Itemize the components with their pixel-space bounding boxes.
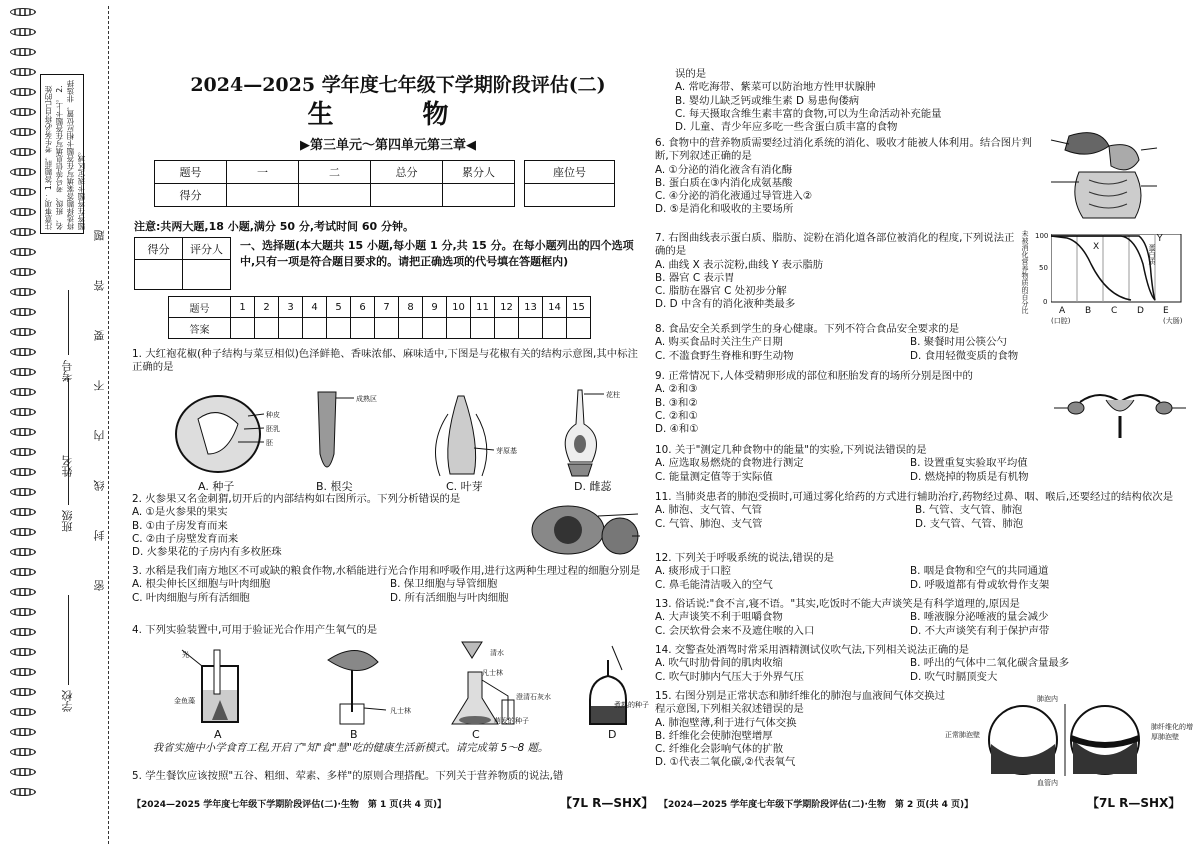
option: B. 纤维化会使肺泡壁增厚 <box>655 729 773 742</box>
figure-label: 萌发的种子 <box>494 717 529 725</box>
answer-number-13: 13 <box>519 297 543 318</box>
binding-hole <box>10 708 36 716</box>
binding-hole <box>10 628 36 636</box>
x-sub-label: (口腔) <box>1051 317 1071 325</box>
q6-digestive-figure <box>1039 126 1169 230</box>
question-stem: 15. 右图分别是正常状态和肺纤维化的肺泡与血液间气体交换过程示意图,下列相关叙述错误的是 <box>655 690 945 716</box>
figure-caption: A <box>214 728 222 741</box>
figure-label: 凡士林 <box>482 669 503 677</box>
figure-caption: B <box>350 728 358 741</box>
figure-label: 胚 <box>266 439 273 447</box>
question-10 <box>655 444 1165 484</box>
option: B. 设置重复实验取平均值 <box>910 457 1028 470</box>
chart-y-label: 未被消化营养物质的百分比 <box>1021 230 1029 314</box>
option: C. 不滥食野生脊椎和野生动物 <box>655 349 794 362</box>
option: A. 肺泡壁薄,利于进行气体交换 <box>655 716 797 729</box>
series-label: X <box>1093 242 1100 252</box>
option: C. 吹气时肺内气压大于外界气压 <box>655 670 804 683</box>
school-field-label: 学校 <box>61 690 74 712</box>
binding-hole <box>10 368 36 376</box>
footer-page-1: 【2024—2025 学年度七年级下学期阶段评估(二)·生物 第 1 页(共 4 页)】 <box>132 800 447 810</box>
question-2 <box>132 493 532 559</box>
binding-hole <box>10 788 36 796</box>
binding-hole <box>10 568 36 576</box>
question-stem: 8. 食品安全关系到学生的身心健康。下列不符合食品安全要求的是 <box>655 323 960 335</box>
option: B. ③和② <box>655 396 698 409</box>
answer-cell-8[interactable] <box>399 318 423 339</box>
question-5: 5. 学生餐饮应该按照"五谷、粗细、荤素、多样"的原则合理搭配。下列关于营养物质的说法,错 <box>132 770 564 782</box>
seal-word: 线 <box>93 480 106 491</box>
q7-digestion-chart <box>1017 230 1192 330</box>
binding-hole <box>10 128 36 136</box>
question-stem: 12. 下列关于呼吸系统的说法,错误的是 <box>655 552 834 564</box>
answer-number-14: 14 <box>543 297 567 318</box>
binding-hole <box>10 588 36 596</box>
answer-cell-6[interactable] <box>351 318 375 339</box>
answer-number-15: 15 <box>567 297 591 318</box>
answer-row-label: 答案 <box>169 318 231 339</box>
question-9 <box>655 370 1055 436</box>
binding-hole <box>10 548 36 556</box>
binding-hole <box>10 288 36 296</box>
x-tick: C <box>1111 306 1118 316</box>
figure-label: 金鱼藻 <box>174 697 195 705</box>
binding-strip <box>0 0 120 849</box>
question-6 <box>655 137 1045 217</box>
x-sub-label: (大肠) <box>1163 317 1183 325</box>
seal-word: 密 <box>93 580 106 591</box>
x-tick: B <box>1085 306 1092 316</box>
x-tick: D <box>1137 306 1144 316</box>
seal-word: 封 <box>93 530 106 541</box>
question-stem: 3. 水稻是我们南方地区不可或缺的粮食作物,水稻能进行光合作用和呼吸作用,进行这两种生理过程的细胞分别是 <box>132 565 641 577</box>
answer-cell-10[interactable] <box>447 318 471 339</box>
option: D. 食用轻微变质的食物 <box>910 349 1019 362</box>
option: A. 曲线 X 表示淀粉,曲线 Y 表示脂肪 <box>655 258 824 271</box>
score-cell[interactable] <box>443 184 515 207</box>
binding-hole <box>10 8 36 16</box>
figure-label: 清水 <box>490 649 504 657</box>
answer-number-6: 6 <box>351 297 375 318</box>
binding-hole <box>10 468 36 476</box>
option: B. 婴幼儿缺乏钙或维生素 D 易患佝偻病 <box>675 94 860 107</box>
binding-hole <box>10 148 36 156</box>
binding-hole <box>10 768 36 776</box>
option: B. 唾液腺分泌唾液的量会减少 <box>910 611 1049 624</box>
question-15 <box>655 690 955 770</box>
paper-code: 【7L R—SHX】 <box>560 796 654 810</box>
q2-fruit-figure <box>528 500 648 560</box>
score-cell[interactable] <box>299 184 371 207</box>
question-12 <box>655 552 1165 592</box>
page-1 <box>128 0 653 849</box>
option: C. ②和① <box>655 409 698 422</box>
seal-words <box>92 220 108 820</box>
figure-label: 花柱 <box>606 391 620 399</box>
option: B. ①由子房发育而来 <box>132 519 228 532</box>
option: C. ②由子房壁发育而来 <box>132 532 239 545</box>
answer-cell-12[interactable] <box>495 318 519 339</box>
subject-title: 生 物 <box>307 100 489 130</box>
answer-number-2: 2 <box>255 297 279 318</box>
option: C. 能量测定值等于实际值 <box>655 470 773 483</box>
page-2 <box>655 0 1195 849</box>
question-14 <box>655 644 1165 684</box>
binding-hole <box>10 228 36 236</box>
x-tick: A <box>1059 306 1066 316</box>
figure-label: 澄清石灰水 <box>516 693 551 701</box>
answer-cell-4[interactable] <box>303 318 327 339</box>
figure-label: 胚乳 <box>266 425 280 433</box>
binding-hole <box>10 208 36 216</box>
score-table <box>154 160 515 207</box>
name-field-label: 姓名 <box>61 455 74 477</box>
question-3 <box>132 565 648 605</box>
option: D. D 中含有的消化液种类最多 <box>655 298 796 311</box>
binding-hole <box>10 28 36 36</box>
x-tick: E <box>1163 306 1169 316</box>
option: B. 气管、支气管、肺泡 <box>915 504 1023 517</box>
question-11 <box>655 491 1175 531</box>
grader-score-label: 得分 <box>135 238 183 260</box>
chart-plot <box>1051 234 1185 304</box>
seal-dashed-line <box>108 6 109 844</box>
curve-x <box>1051 236 1131 300</box>
score-header: 一 <box>227 161 299 184</box>
seat-label: 座位号 <box>525 161 615 184</box>
figure-label: 煮熟的种子 <box>614 701 649 709</box>
answer-cell-9[interactable] <box>423 318 447 339</box>
score-header: 总分 <box>371 161 443 184</box>
seal-word: 答 <box>93 280 106 291</box>
question-stem: 6. 食物中的营养物质需要经过消化系统的消化、吸收才能被人体利用。结合图片判断,下列叙述正确的是 <box>655 137 1032 163</box>
question-4 <box>132 624 648 637</box>
figure-label: 光 <box>182 651 189 659</box>
answer-number-5: 5 <box>327 297 351 318</box>
seal-word: 不 <box>93 380 106 391</box>
binding-hole <box>10 608 36 616</box>
class-field-label: 班级 <box>61 510 74 532</box>
binding-hole <box>10 68 36 76</box>
q15-alveoli-figure <box>983 700 1153 780</box>
binding-hole <box>10 488 36 496</box>
option: D. 燃烧掉的物质是有机物 <box>910 470 1029 483</box>
question-stem: 4. 下列实验装置中,可用于验证光合作用产生氧气的是 <box>132 624 378 636</box>
answer-number-7: 7 <box>375 297 399 318</box>
binding-hole <box>10 508 36 516</box>
option: A. 购买食品时关注生产日期 <box>655 336 783 349</box>
answer-cell-5[interactable] <box>327 318 351 339</box>
answer-cell-7[interactable] <box>375 318 399 339</box>
option: D. ④和① <box>655 423 699 436</box>
question-stem: 11. 当肺炎患者的肺泡受损时,可通过雾化给药的方式进行辅助治疗,药物经过鼻、咽、喉后,还要经过的结构依次是 <box>655 491 1174 503</box>
question-1 <box>132 348 648 375</box>
option: D. ①代表二氧化碳,②代表氧气 <box>655 756 796 769</box>
student-fields <box>60 250 90 810</box>
answer-row-label: 题号 <box>169 297 231 318</box>
question-5-continued <box>675 68 1045 134</box>
binding-hole <box>10 168 36 176</box>
option: D. 儿童、青少年应多吃一些含蛋白质丰富的食物 <box>675 121 898 134</box>
option: C. 气管、肺泡、支气管 <box>655 517 763 530</box>
option: D. 支气管、气管、肺泡 <box>915 517 1024 530</box>
answer-cell-1[interactable] <box>231 318 255 339</box>
option: C. 脂肪在器官 C 处初步分解 <box>655 285 787 298</box>
series-label: 蛋白质 <box>1148 244 1156 265</box>
exam-title: 2024—2025 学年度七年级下学期阶段评估(二) <box>190 74 606 96</box>
answer-cell-14[interactable] <box>543 318 567 339</box>
answer-number-11: 11 <box>471 297 495 318</box>
figure-label: 凡士林 <box>390 707 411 715</box>
figure-caption: C <box>472 728 480 741</box>
option: A. 吹气时肋骨间的肌肉收缩 <box>655 657 783 670</box>
answer-cell-15[interactable] <box>567 318 591 339</box>
question-13 <box>655 598 1165 638</box>
option: B. 咽是食物和空气的共同通道 <box>910 565 1049 578</box>
figure-caption: D <box>608 728 617 741</box>
answer-number-10: 10 <box>447 297 471 318</box>
option: D. 呼吸道都有骨或软骨作支架 <box>910 578 1050 591</box>
paper-code: 【7L R—SHX】 <box>1087 796 1181 810</box>
score-header: 累分人 <box>443 161 515 184</box>
binding-hole <box>10 328 36 336</box>
figure-label: 种皮 <box>266 411 280 419</box>
option: A. 痰形成于口腔 <box>655 565 731 578</box>
figure-label: 血管内 <box>1037 779 1058 787</box>
binding-hole <box>10 248 36 256</box>
option: D. 火参果花的子房内有多枚胚珠 <box>132 546 282 559</box>
footer-page-2: 【2024—2025 学年度七年级下学期阶段评估(二)·生物 第 2 页(共 4 页)】 <box>659 800 974 810</box>
answer-number-1: 1 <box>231 297 255 318</box>
question-8 <box>655 323 1165 363</box>
seal-word: 要 <box>93 330 106 341</box>
y-tick: 0 <box>1043 298 1048 306</box>
question-stem: 误的是 <box>675 68 707 80</box>
answer-number-3: 3 <box>279 297 303 318</box>
question-stem: 1. 大红袍花椒(种子结构与菜豆相似)色泽鲜艳、香味浓郁、麻味适中,下图是与花椒有关的结构示意图,其中标注正确的是 <box>132 348 638 374</box>
answer-table <box>168 296 591 339</box>
binding-hole <box>10 428 36 436</box>
grader-cell[interactable] <box>183 260 231 290</box>
binding-hole <box>10 528 36 536</box>
binding-hole <box>10 388 36 396</box>
seal-word: 题 <box>93 230 106 241</box>
exam-number-field-label: 考号 <box>61 360 74 382</box>
y-tick: 100 <box>1035 232 1049 240</box>
question-7 <box>655 232 1015 312</box>
answer-cell-3[interactable] <box>279 318 303 339</box>
question-stem: 13. 俗话说:"食不言,寝不语。"其实,吃饭时不能大声谈笑是有科学道理的,原因是 <box>655 598 1020 610</box>
question-stem: 7. 右图曲线表示蛋白质、脂肪、淀粉在消化道各部位被消化的程度,下列说法正确的是 <box>655 232 1015 258</box>
option: D. 所有活细胞与叶肉细胞 <box>390 591 509 604</box>
seat-table <box>524 160 615 207</box>
binding-hole <box>10 668 36 676</box>
answer-cell-13[interactable] <box>519 318 543 339</box>
figure-label: 肺泡内 <box>1037 695 1058 703</box>
question-stem: 2. 火参果又名金刺猬,切开后的内部结构如右图所示。下列分析错误的是 <box>132 493 461 505</box>
score-cell[interactable] <box>227 184 299 207</box>
intro-5-8: 我省实施中小学食育工程,开启了"知"食"慧"吃的健康生活新模式。请完成第 5～8 题。 <box>152 742 549 754</box>
option: B. 聚餐时用公筷公勺 <box>910 336 1007 349</box>
binding-hole <box>10 308 36 316</box>
question-stem: 14. 交警查处酒驾时常采用酒精测试仪吹气法,下列相关说法正确的是 <box>655 644 970 656</box>
section-1-heading: 一、选择题(本大题共 15 小题,每小题 1 分,共 15 分。在每小题列出的四个选项中,只有一项是符合题目要求的。请把正确选项的代号填在答题框内) <box>240 239 634 268</box>
answer-number-8: 8 <box>399 297 423 318</box>
figure-caption: D. 雌蕊 <box>574 480 612 493</box>
grader-table <box>134 237 231 290</box>
answer-number-9: 9 <box>423 297 447 318</box>
figure-label: 肺纤维化的增厚肺泡壁 <box>1151 723 1193 741</box>
option: A. 常吃海带、紫菜可以防治地方性甲状腺肿 <box>675 81 876 94</box>
binding-hole <box>10 188 36 196</box>
binding-hole <box>10 88 36 96</box>
binding-hole <box>10 108 36 116</box>
notice-box: 注意事项： 1.答题前，考生务必将自己的姓名、班级、考号等信息填写在答题卡上。 2.将选择题答案填写在答题卡相应位置，非选择题答在答题卡规定区域。 <box>40 74 84 234</box>
exam-note: 注意:共两大题,18 小题,满分 50 分,考试时间 60 分钟。 <box>134 220 415 233</box>
binding-holes <box>10 8 36 848</box>
option: C. 每天摄取含维生素丰富的食物,可以为生命活动补充能量 <box>675 107 942 120</box>
figure-caption: A. 种子 <box>198 480 235 493</box>
q9-reproductive-figure <box>1050 382 1190 442</box>
binding-hole <box>10 688 36 696</box>
option: D. 吹气时膈顶变大 <box>910 670 998 683</box>
q1-figures <box>158 384 638 492</box>
binding-hole <box>10 448 36 456</box>
option: B. 保卫细胞与导管细胞 <box>390 578 498 591</box>
grader-cell[interactable] <box>135 260 183 290</box>
option: A. 肺泡、支气管、气管 <box>655 504 763 517</box>
option: C. ④分泌的消化液通过导管进入② <box>655 190 813 203</box>
option: D. 不大声谈笑有利于保护声带 <box>910 624 1050 637</box>
binding-hole <box>10 48 36 56</box>
grader-person-label: 评分人 <box>183 238 231 260</box>
seat-cell[interactable] <box>525 184 615 207</box>
answer-cell-2[interactable] <box>255 318 279 339</box>
root-tip-drawing <box>318 392 336 467</box>
binding-hole <box>10 648 36 656</box>
option: A. ①是火参果的果实 <box>132 506 228 519</box>
answer-number-12: 12 <box>495 297 519 318</box>
option: A. 应选取易燃烧的食物进行测定 <box>655 457 804 470</box>
answer-cell-11[interactable] <box>471 318 495 339</box>
option: D. ⑤是消化和吸收的主要场所 <box>655 203 794 216</box>
option: A. ①分泌的消化液含有消化酶 <box>655 163 793 176</box>
question-stem: 10. 关于"测定几种食物中的能量"的实验,下列说法错误的是 <box>655 444 927 456</box>
figure-caption: B. 根尖 <box>316 480 353 493</box>
figure-label: 芽原基 <box>496 447 517 455</box>
option: C. 鼻毛能清洁吸入的空气 <box>655 578 773 591</box>
option: A. 大声谈笑不利于咀嚼食物 <box>655 611 783 624</box>
figure-caption: C. 叶芽 <box>446 480 483 493</box>
score-row-label: 得分 <box>155 184 227 207</box>
binding-hole <box>10 728 36 736</box>
option: C. 会厌软骨会来不及遮住喉的入口 <box>655 624 815 637</box>
scope-banner: ▶第三单元～第四单元第三章◀ <box>300 138 476 153</box>
option: A. ②和③ <box>655 383 698 396</box>
score-header: 二 <box>299 161 371 184</box>
binding-hole <box>10 348 36 356</box>
series-label: Y <box>1157 234 1163 244</box>
question-stem: 9. 正常情况下,人体受精卵形成的部位和胚胎发育的场所分别是图中的 <box>655 370 973 382</box>
y-tick: 50 <box>1039 264 1048 272</box>
leaf-bud-drawing <box>448 396 476 474</box>
answer-number-4: 4 <box>303 297 327 318</box>
binding-hole <box>10 268 36 276</box>
score-header: 题号 <box>155 161 227 184</box>
figure-label: 成熟区 <box>356 395 377 403</box>
figure-label: 正常肺泡壁 <box>945 731 980 739</box>
binding-hole <box>10 748 36 756</box>
option: B. 器官 C 表示胃 <box>655 271 735 284</box>
score-cell[interactable] <box>371 184 443 207</box>
option: A. 根尖伸长区细胞与叶肉细胞 <box>132 578 271 591</box>
option: B. 蛋白质在③内消化成氨基酸 <box>655 176 793 189</box>
seal-word: 内 <box>93 430 106 441</box>
option: C. 叶肉细胞与所有活细胞 <box>132 591 250 604</box>
option: C. 纤维化会影响气体的扩散 <box>655 743 784 756</box>
option: B. 呼出的气体中二氧化碳含量最多 <box>910 657 1070 670</box>
binding-hole <box>10 408 36 416</box>
